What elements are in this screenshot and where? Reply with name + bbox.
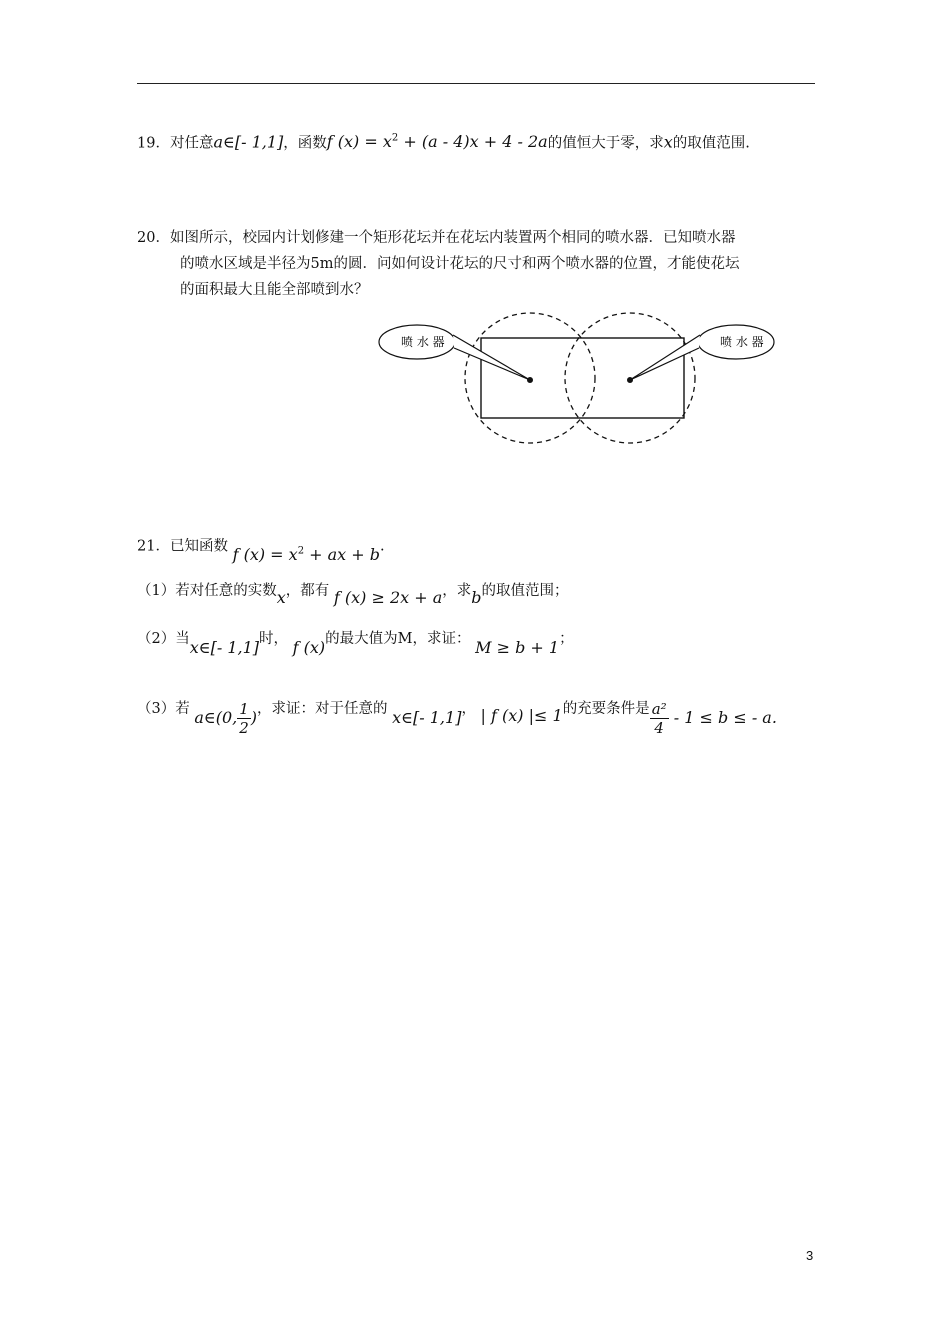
question-20-line-1: 20．如图所示，校园内计划修建一个矩形花坛并在花坛内装置两个相同的喷水器．已知喷水器 (137, 230, 736, 246)
question-21-intro: 21．已知函数 f $(x) = x^2$ + ax + b. (137, 538, 385, 565)
callout-right-pointer (630, 335, 700, 380)
question-20-line-3: 的面积最大且能全部喷到水？ (180, 282, 369, 298)
question-20-line-2: 的喷水区域是半径为5m的圆．问如何设计花坛的尺寸和两个喷水器的位置，才能使花坛 (180, 256, 740, 272)
callout-right-label: 喷 水 器 (720, 335, 764, 349)
header-rule (137, 83, 815, 84)
q20-number: 20． (137, 230, 170, 246)
q21-number: 21． (137, 538, 170, 555)
q21-function: f $(x) = x^2$ + ax + b (232, 545, 381, 565)
question-19: 19．对任意a∈[- 1,1]，函数f $(x) = x^2 + (a - 4)x + 4 - 2a$的值恒大于零，求x的取值范围. (137, 132, 750, 152)
callout-left-label: 喷 水 器 (401, 335, 445, 349)
question-21-part-1: （1）若对任意的实数x，都有 f (x) ≥ 2x + a，求b的取值范围； (137, 583, 569, 607)
question-21-part-2: （2）当x∈[- 1,1]时， f (x)的最大值为M，求证： M ≥ b + 1； (137, 631, 574, 657)
flower-bed-rectangle (481, 338, 684, 418)
sprinkler-diagram (375, 308, 795, 448)
question-21-part-3: （3）若 a∈(0, $\frac{1}{2}$ )，求证：对于任意的 x∈[- 1,1]， | f (x) |≤ 1的充要条件是 $\frac{\text{a²}}{4}$ - 1 ≤ b ≤ - a. (137, 700, 777, 737)
q19-math-a: a∈[- 1,1] (213, 132, 284, 152)
q19-math-f: f $(x) = x^2 + (a - 4)x + 4 - 2a$ (326, 132, 548, 152)
page-number: 3 (806, 1248, 814, 1263)
q19-number: 19． (137, 135, 170, 152)
